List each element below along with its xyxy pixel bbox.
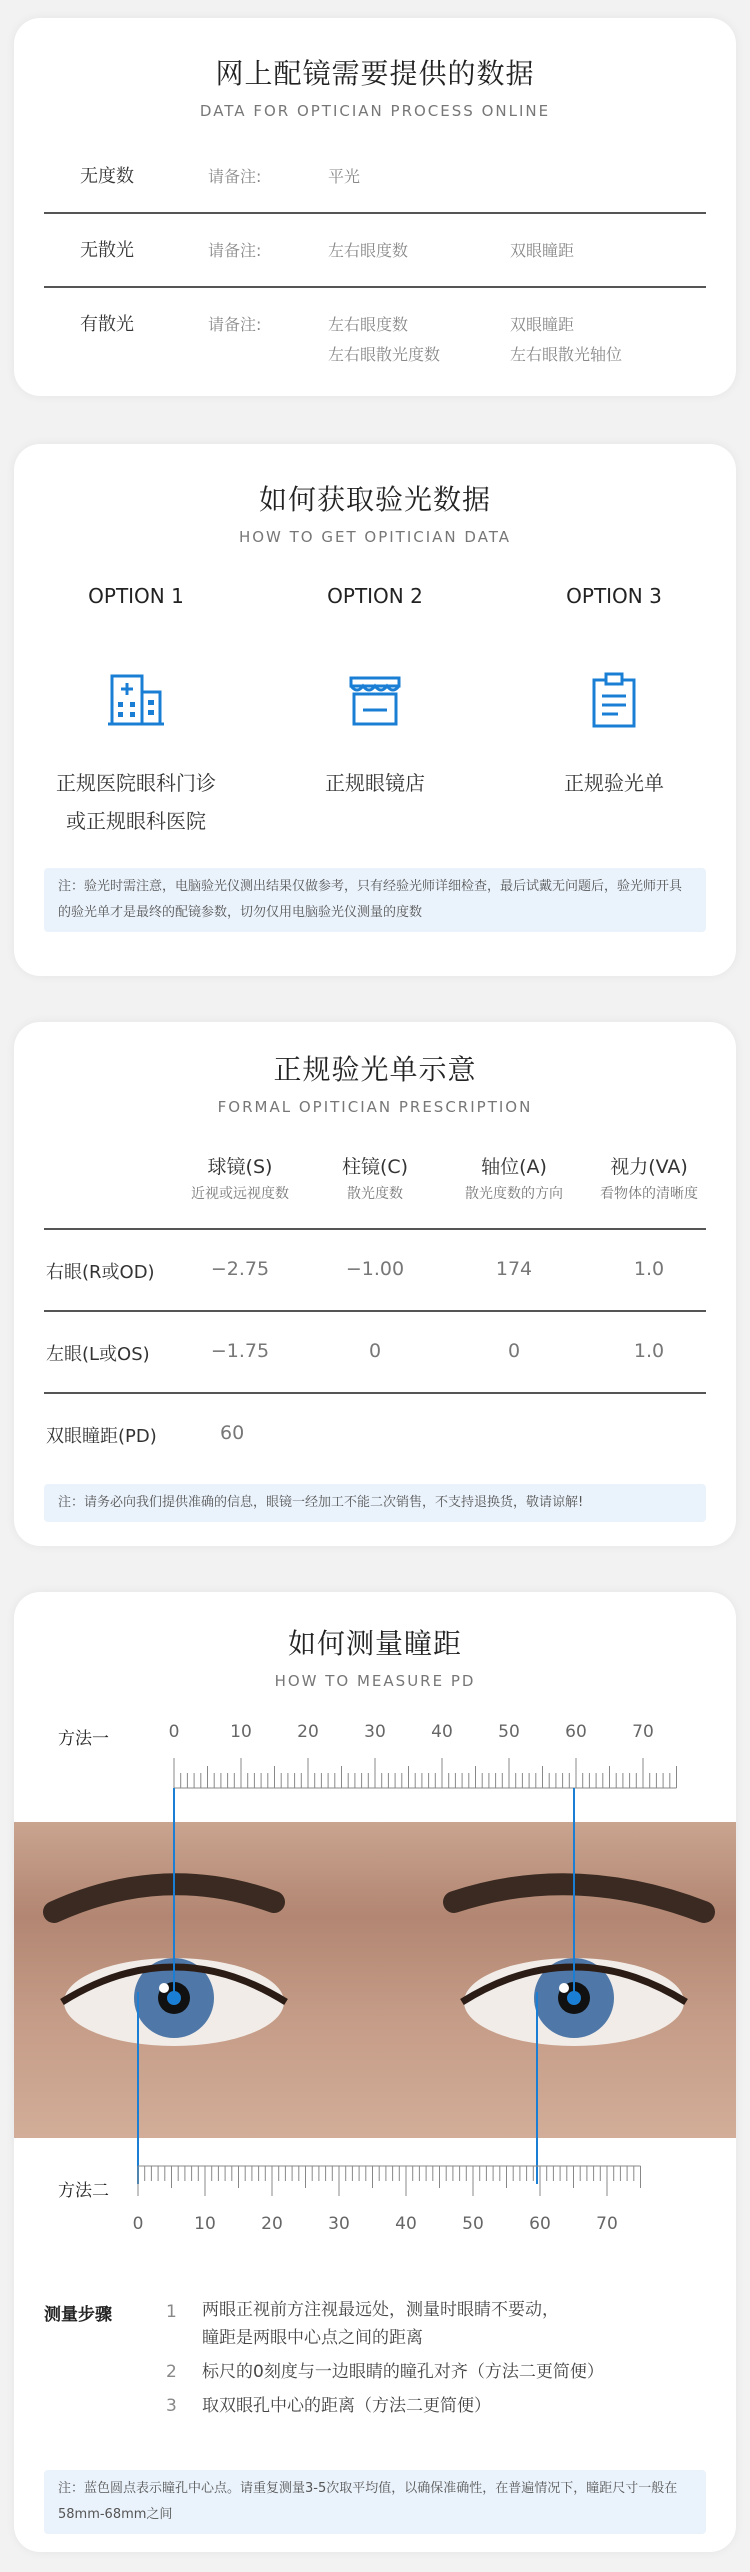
col-name: 球镜(S) xyxy=(207,1156,273,1178)
cell-value: −1.00 xyxy=(345,1258,405,1280)
section-title: 如何测量瞳距 xyxy=(287,1627,462,1660)
measure-pd-card xyxy=(14,1592,736,2552)
note-box: 注：请务必向我们提供准确的信息，眼镜一经加工不能二次销售，不支持退换货，敬请谅解! xyxy=(44,1484,706,1522)
option-1-label xyxy=(16,764,256,840)
row-label: 无散光 xyxy=(80,240,134,261)
get-data-card xyxy=(14,444,736,976)
col-name: 视力(VA) xyxy=(610,1156,688,1178)
row-value: 左右眼散光轴位 xyxy=(510,345,623,364)
col-desc: 散光度数 xyxy=(347,1186,403,1202)
step-text: 标尺的0刻度与一边眼睛的瞳孔对齐（方法二更简便） xyxy=(202,2362,604,2382)
section-subtitle: HOW TO MEASURE PD xyxy=(274,1672,476,1690)
row-label: 有散光 xyxy=(80,314,134,335)
step-number: 3 xyxy=(166,2396,177,2416)
steps-title: 测量步骤 xyxy=(44,2305,112,2325)
eyes-illustration xyxy=(14,1822,736,2138)
col-desc: 看物体的清晰度 xyxy=(600,1186,698,1202)
divider xyxy=(44,1392,706,1394)
ruler-tick-label: 70 xyxy=(596,2214,618,2234)
col-header-cylinder xyxy=(310,1152,440,1203)
row-note: 请备注: xyxy=(208,241,262,260)
col-desc: 散光度数的方向 xyxy=(465,1186,563,1202)
cell-value: 1.0 xyxy=(633,1258,665,1280)
guide-line-left-top xyxy=(173,1788,175,2000)
row-value: 平光 xyxy=(328,167,361,186)
ruler-tick-label: 50 xyxy=(462,2214,484,2234)
row-value: 左右眼度数 xyxy=(328,241,409,260)
cell-value: 0 xyxy=(368,1340,382,1362)
option-2-title: OPTION 2 xyxy=(327,584,423,608)
ruler-tick-label: 60 xyxy=(529,2214,551,2234)
divider xyxy=(44,1310,706,1312)
cell-value: 60 xyxy=(220,1422,245,1444)
section-title: 网上配镜需要提供的数据 xyxy=(215,57,535,90)
guide-line-right-bottom xyxy=(536,1992,538,2184)
ruler-tick-label: 20 xyxy=(261,2214,283,2234)
section-subtitle: FORMAL OPITICIAN PRESCRIPTION xyxy=(217,1098,533,1116)
guide-line-left-bottom xyxy=(137,1992,139,2184)
cell-value: 174 xyxy=(495,1258,533,1280)
prescription-card xyxy=(14,1022,736,1546)
cell-value: 0 xyxy=(507,1340,521,1362)
ruler-tick-label: 20 xyxy=(297,1722,319,1742)
method-2-label: 方法二 xyxy=(58,2181,109,2201)
ruler-tick-label: 10 xyxy=(230,1722,252,1742)
guide-line-right-top xyxy=(573,1788,575,2000)
step-line: 两眼正视前方注视最远处，测量时眼睛不要动， xyxy=(202,2300,559,2320)
section-title: 如何获取验光数据 xyxy=(258,483,491,516)
step-number: 1 xyxy=(166,2302,177,2322)
ruler-tick-label: 60 xyxy=(565,1722,587,1742)
method-1-label: 方法一 xyxy=(58,1729,109,1749)
ruler-tick-label: 0 xyxy=(168,1722,180,1742)
cell-value: −2.75 xyxy=(210,1258,270,1280)
ruler-bottom xyxy=(14,2164,736,2204)
ruler-tick-label: 0 xyxy=(132,2214,144,2234)
row-label: 双眼瞳距(PD) xyxy=(46,1426,157,1447)
ruler-tick-label: 10 xyxy=(194,2214,216,2234)
ruler-top xyxy=(14,1752,736,1792)
pd-data-card xyxy=(14,18,736,396)
row-value: 左右眼散光度数 xyxy=(328,345,441,364)
divider xyxy=(44,286,706,288)
col-name: 轴位(A) xyxy=(481,1156,547,1178)
hospital-icon xyxy=(106,670,166,730)
option-1-line1: 正规医院眼科门诊 xyxy=(56,771,216,795)
row-note: 请备注: xyxy=(208,167,262,186)
col-desc: 近视或远视度数 xyxy=(191,1186,289,1202)
divider xyxy=(44,212,706,214)
ruler-tick-label: 40 xyxy=(395,2214,417,2234)
section-subtitle: DATA FOR OPTICIAN PROCESS ONLINE xyxy=(199,102,551,120)
option-1-line2: 或正规眼科医院 xyxy=(66,809,206,833)
ruler-tick-label: 30 xyxy=(328,2214,350,2234)
section-title: 正规验光单示意 xyxy=(273,1053,477,1086)
row-label: 左眼(L或OS) xyxy=(46,1344,150,1365)
ruler-tick-label: 50 xyxy=(498,1722,520,1742)
option-3-title: OPTION 3 xyxy=(566,584,662,608)
step-line: 瞳距是两眼中心点之间的距离 xyxy=(202,2328,423,2348)
option-1-title: OPTION 1 xyxy=(88,584,184,608)
eyes-photo xyxy=(14,1822,736,2138)
col-name: 柱镜(C) xyxy=(341,1156,409,1178)
col-header-axis xyxy=(444,1152,584,1203)
row-note: 请备注: xyxy=(208,315,262,334)
ruler-tick-label: 40 xyxy=(431,1722,453,1742)
cell-value: −1.75 xyxy=(210,1340,270,1362)
option-3-label: 正规验光单 xyxy=(564,771,664,795)
row-label: 无度数 xyxy=(80,166,134,187)
clipboard-icon xyxy=(584,670,644,730)
ruler-tick-label: 30 xyxy=(364,1722,386,1742)
store-icon xyxy=(345,670,405,730)
note-box: 注：蓝色圆点表示瞳孔中心点。请重复测量3-5次取平均值，以确保准确性，在普遍情况下，瞳距尺寸一般在58mm-68mm之间 xyxy=(44,2470,706,2534)
col-header-vision xyxy=(584,1152,714,1203)
step-text: 取双眼孔中心的距离（方法二更简便） xyxy=(202,2396,491,2416)
divider xyxy=(44,1228,706,1230)
step-text xyxy=(202,2296,559,2352)
row-value: 双眼瞳距 xyxy=(510,241,575,260)
option-2-label: 正规眼镜店 xyxy=(325,771,425,795)
col-header-sphere xyxy=(170,1152,310,1203)
row-value: 左右眼度数 xyxy=(328,315,409,334)
note-box: 注：验光时需注意，电脑验光仪测出结果仅做参考，只有经验光师详细检查，最后试戴无问题后，验光师开具的验光单才是最终的配镜参数，切勿仅用电脑验光仪测量的度数 xyxy=(44,868,706,932)
row-label: 右眼(R或OD) xyxy=(46,1262,155,1283)
cell-value: 1.0 xyxy=(633,1340,665,1362)
step-number: 2 xyxy=(166,2362,177,2382)
ruler-tick-label: 70 xyxy=(632,1722,654,1742)
section-subtitle: HOW TO GET OPITICIAN DATA xyxy=(238,528,512,546)
row-value: 双眼瞳距 xyxy=(510,315,575,334)
